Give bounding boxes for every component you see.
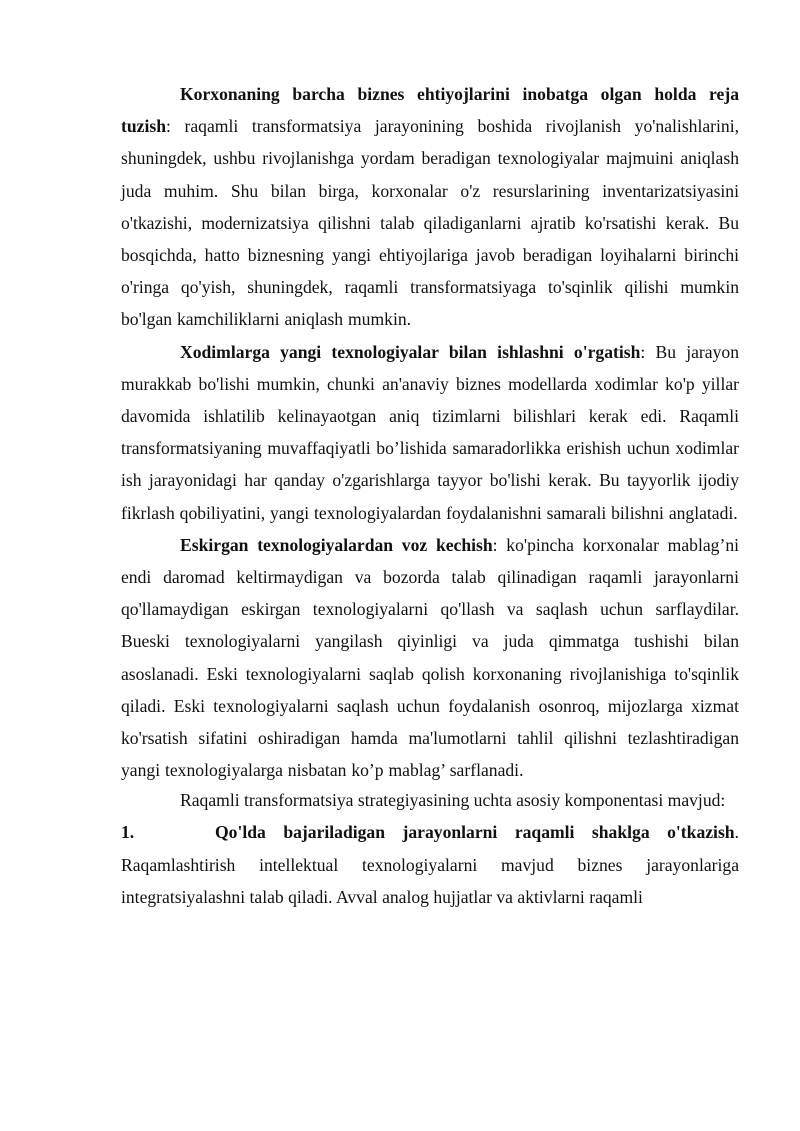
list-item [121,816,739,913]
paragraph-heading: Eskirgan texnologiyalardan voz kechish [180,534,493,555]
paragraph-body: : ko'pincha korxonalar mablag’ni endi daromad keltirmaydigan va bozorda talab qilinadigan raqamli jarayonlarni qo'llamaydigan eskirgan texnologiyalarni qo'llash va saqlash uchun sarflaydilar. Bueski texnologiyalarni yangilash qiyinligi va juda qimmatga tushishi bilan asoslanadi. Eski texnologiyalarni saqlab qolish korxonaning rivojlanishiga to'sqinlik qiladi. Eski texnologiyalarni saqlash uchun foydalanish osonroq, mijozlarga xizmat ko'rsatish sifatini oshiradigan hamda ma'lumotlarni tahlil qilishni tezlashtiradigan yangi texnologiyalarga nisbatan ko’p mablag’ sarflanadi. [121,534,739,781]
paragraph-planning [121,78,739,336]
paragraph-body: : Bu jarayon murakkab bo'lishi mumkin, chunki an'anaviy biznes modellarda xodimlar ko'p yillar davomida ishlatilib kelinayaotgan aniq tizimlarni bilishlari kerak edi. Raqamli transformatsiyaning muvaffaqiyatli bo’lishida samaradorlikka erishish uchun xodimlar ish jarayonidagi har qanday o'zgarishlarga tayyor bo'lishi kerak. Bu tayyorlik ijodiy fikrlash qobiliyatini, yangi texnologiyalardan foydalanishni samarali bilishni anglatadi. [121,341,739,523]
list-item-number: 1. [121,822,135,843]
paragraph-outdated-tech [121,529,739,787]
list-item-heading: Qo'lda bajariladigan jarayonlarni raqamli shaklga o'tkazish [215,822,735,843]
paragraph-heading: Xodimlarga yangi texnologiyalar bilan ishlashni o'rgatish [180,341,641,362]
paragraph-heading: Korxonaning barcha biznes ehtiyojlarini inobatga olgan holda reja tuzish [121,84,739,137]
paragraph-body: : raqamli transformatsiya jarayonining boshida rivojlanish yo'nalishlarini, shuningdek, ushbu rivojlanishga yordam beradigan texnologiyalar majmuini aniqlash juda muhim. Shu bilan birga, korxonalar o'z resurslarining inventarizatsiyasini o'tkazishi, modernizatsiya qilishni talab qiladiganlarni ajratib ko'rsatishi kerak. Bu bosqichda, hatto biznesning yangi ehtiyojlariga javob beradigan loyihalarni birinchi o'ringa qo'yish, shuningdek, raqamli transformatsiyaga to'sqinlik qilishi mumkin bo'lgan kamchiliklarni aniqlash mumkin. [121,116,739,330]
document-page [121,78,739,913]
paragraph-staff-training [121,336,739,529]
list-intro: Raqamli transformatsiya strategiyasining uchta asosiy komponentasi mavjud: [180,790,726,811]
list-item-body: . Raqamlashtirish intellektual texnologiyalarni mavjud biznes jarayonlariga integratsiyalashni talab qiladi. Avval analog hujjatlar va aktivlarni raqamli [121,822,739,907]
